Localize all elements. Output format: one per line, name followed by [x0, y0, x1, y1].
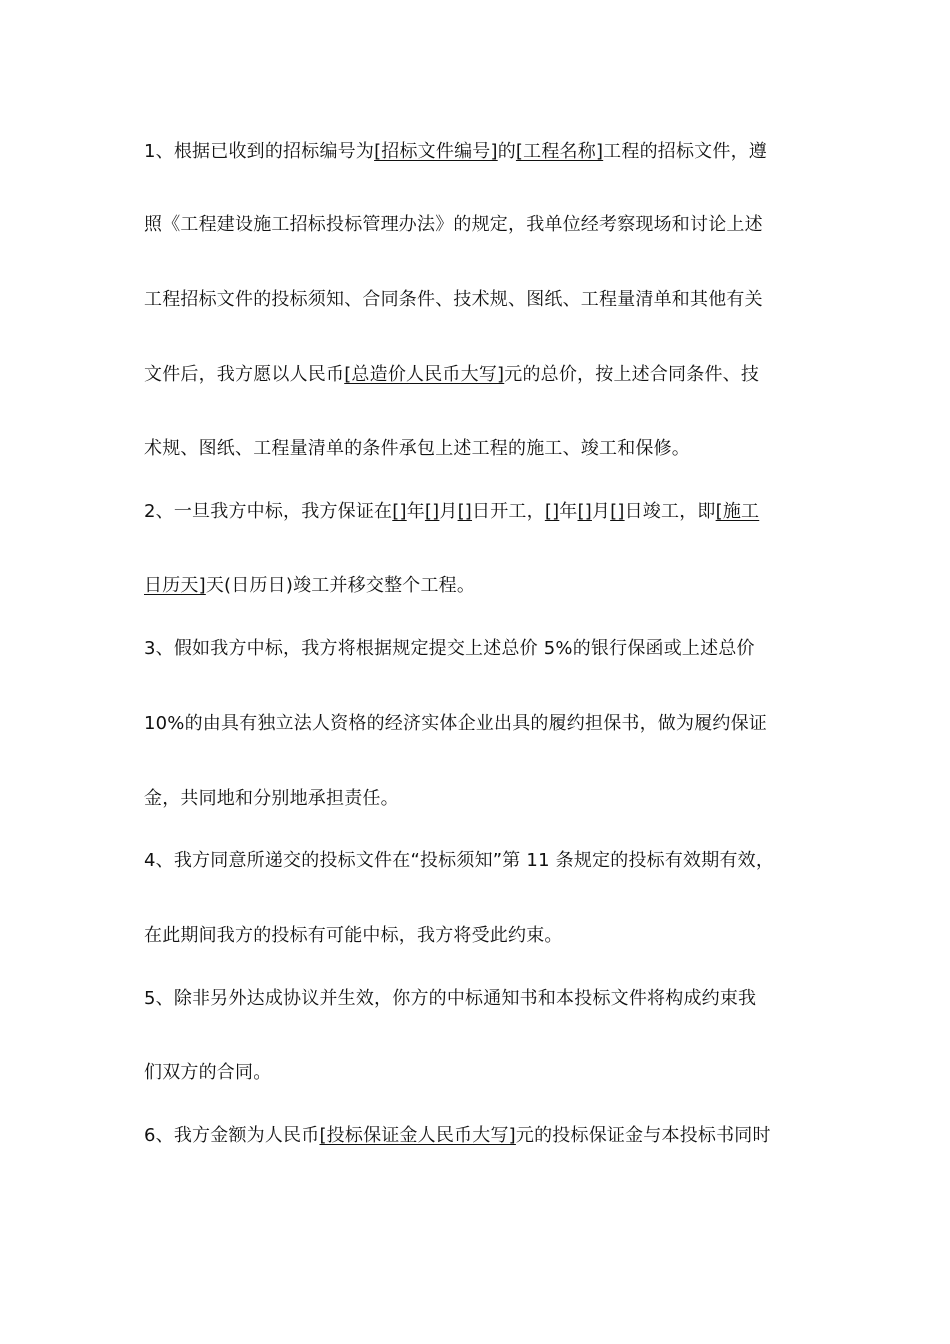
text-segment: 5、除非另外达成协议并生效，你方的中标通知书和本投标文件将构成约束我	[144, 988, 757, 1009]
placeholder-field: [总造价人民币大写]	[344, 364, 505, 385]
text-segment: 日开工，	[472, 501, 545, 522]
text-segment: 年	[559, 501, 578, 522]
text-line	[144, 499, 824, 525]
placeholder-field: []	[424, 501, 440, 522]
placeholder-field: 日历天]	[144, 575, 206, 596]
text-segment: 月	[439, 501, 458, 522]
text-segment: 日竣工，即	[624, 501, 716, 522]
text-segment: 2、一旦我方中标，我方保证在	[144, 501, 393, 522]
placeholder-field: [施工	[715, 501, 760, 522]
text-segment: 的	[497, 141, 516, 162]
text-segment: 在此期间我方的投标有可能中标，我方将受此约束。	[144, 925, 563, 946]
placeholder-field: [投标保证金人民币大写]	[319, 1125, 516, 1146]
text-segment: 6、我方金额为人民币	[144, 1125, 320, 1146]
text-line	[144, 711, 824, 737]
text-line	[144, 1123, 824, 1149]
text-segment: 文件后，我方愿以人民币	[144, 364, 345, 385]
text-line	[144, 287, 824, 313]
placeholder-field: []	[457, 501, 473, 522]
text-segment: 术规、图纸、工程量清单的条件承包上述工程的施工、竣工和保修。	[144, 438, 690, 459]
text-line	[144, 212, 824, 238]
text-segment: 们双方的合同。	[144, 1062, 272, 1083]
text-line	[144, 986, 824, 1012]
text-line	[144, 923, 824, 949]
placeholder-field: [工程名称]	[515, 141, 604, 162]
placeholder-field: []	[610, 501, 625, 522]
text-segment: 月	[591, 501, 611, 522]
text-line	[144, 573, 824, 599]
text-segment: 10%的由具有独立法人资格的经济实体企业出具的履约担保书，做为履约保证	[144, 713, 768, 734]
text-line	[144, 362, 824, 388]
text-line	[144, 636, 824, 662]
text-line	[144, 139, 824, 165]
text-line	[144, 1060, 824, 1086]
text-line	[144, 848, 824, 874]
placeholder-field: []	[392, 501, 407, 522]
text-segment: 天(日历日)竣工并移交整个工程。	[205, 575, 476, 596]
text-segment: 工程的招标文件，遵	[603, 141, 767, 162]
text-segment: 照《工程建设施工招标投标管理办法》的规定，我单位经考察现场和讨论上述	[144, 214, 763, 235]
text-segment: 元的投标保证金与本投标书同时	[515, 1125, 771, 1146]
text-segment: 元的总价，按上述合同条件、技	[504, 364, 760, 385]
text-segment: 3、假如我方中标，我方将根据规定提交上述总价 5%的银行保函或上述总价	[144, 638, 755, 659]
placeholder-field: [招标文件编号]	[374, 141, 498, 162]
text-segment: 金，共同地和分别地承担责任。	[144, 788, 399, 809]
placeholder-field: []	[544, 501, 560, 522]
text-segment: 工程招标文件的投标须知、合同条件、技术规、图纸、工程量清单和其他有关	[144, 289, 763, 310]
text-segment: 1、根据已收到的招标编号为	[144, 141, 375, 162]
text-segment: 年	[406, 501, 425, 522]
text-line	[144, 786, 824, 812]
text-segment: 4、我方同意所递交的投标文件在“投标须知”第 11 条规定的投标有效期有效，	[144, 850, 775, 871]
placeholder-field: []	[577, 501, 592, 522]
text-line	[144, 436, 824, 462]
